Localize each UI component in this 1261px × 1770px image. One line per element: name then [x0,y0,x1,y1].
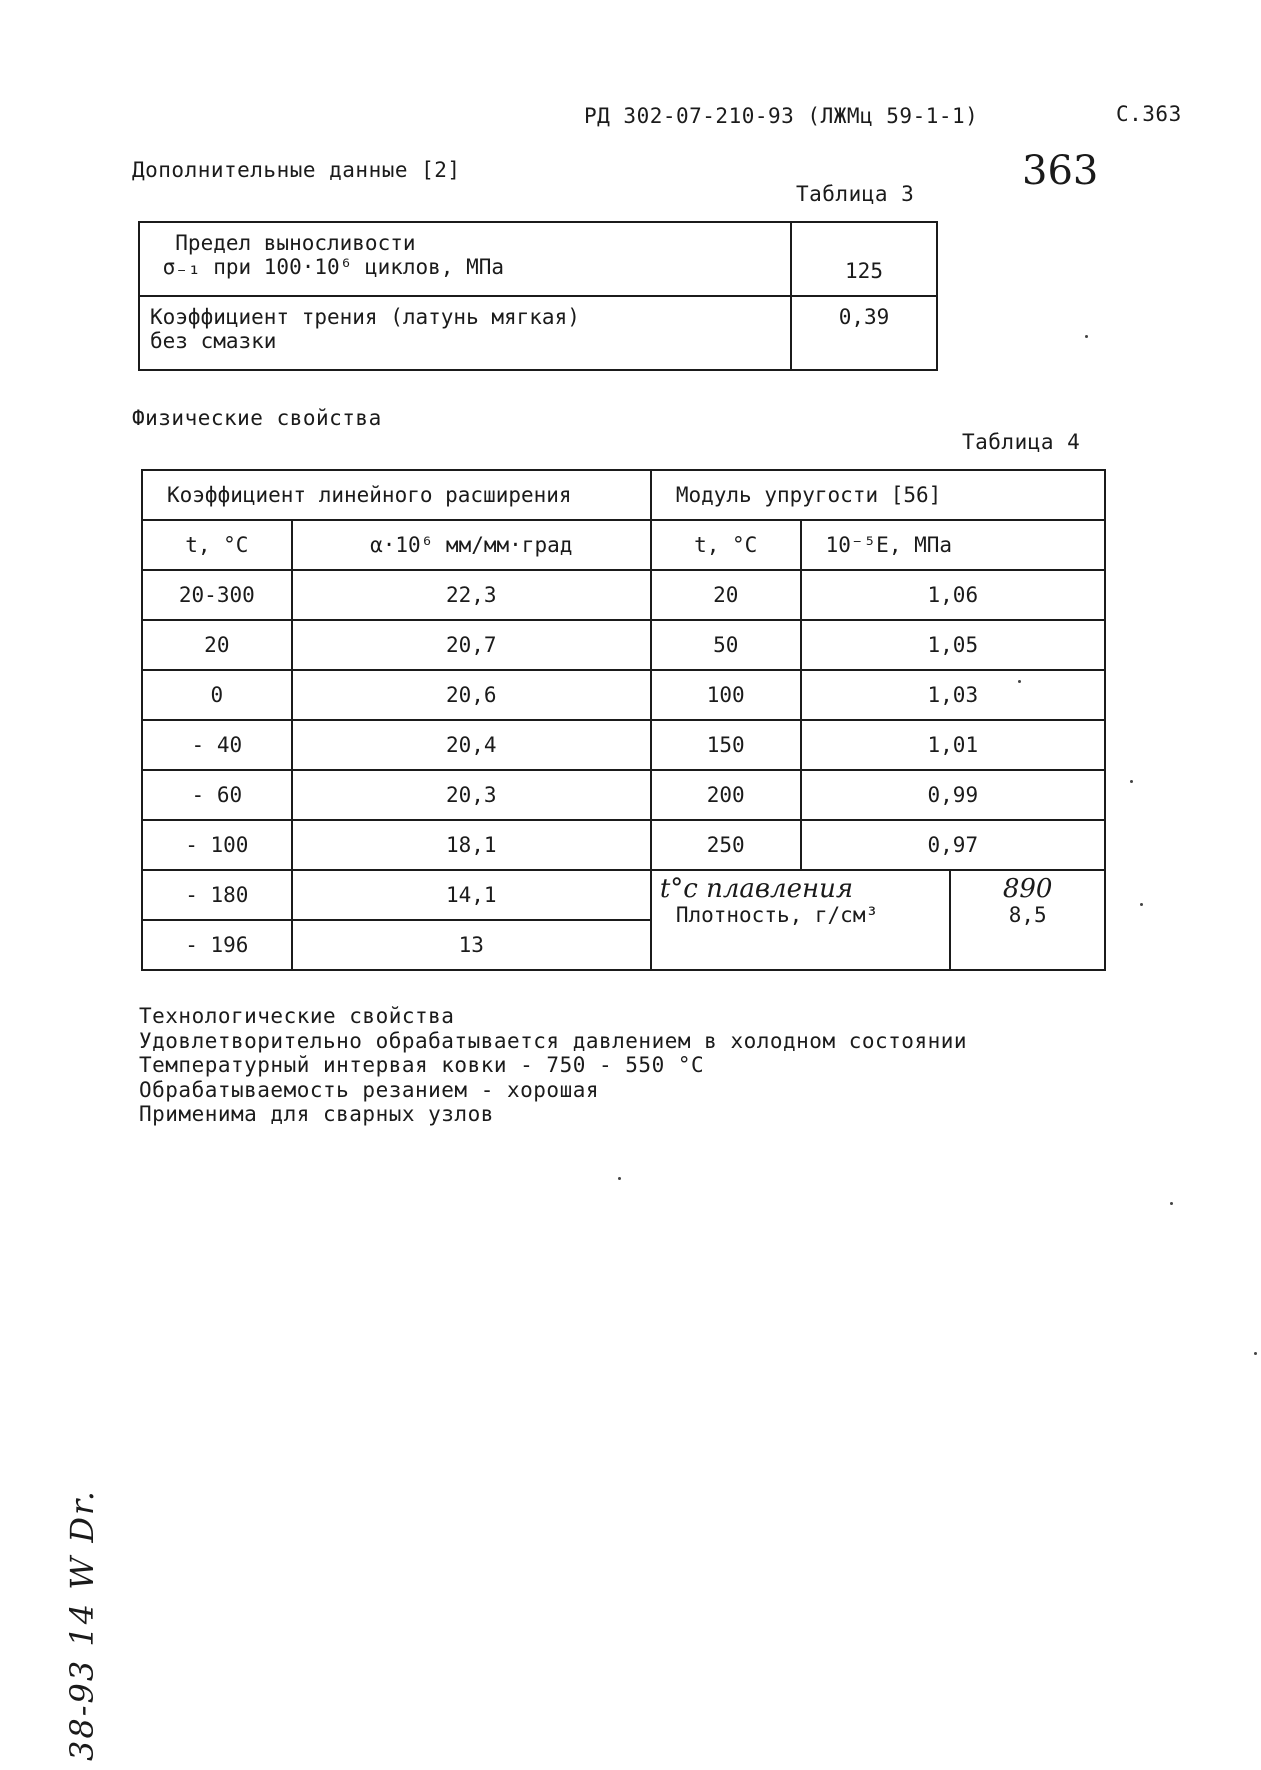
scan-speck [1140,903,1143,906]
tech-line: Температурный интервая ковки - 750 - 550 °С [139,1053,705,1077]
cell-alpha: 20,3 [292,770,651,820]
tech-title: Технологические свойства [139,1004,455,1028]
table-cell-label [139,296,791,370]
melting-point-value: 890 [1002,874,1053,904]
friction-coefficient-value: 0,39 [838,305,890,329]
scan-speck [1170,1202,1173,1205]
table-row [142,820,1105,870]
table-cell-label [139,222,791,296]
endurance-limit-line2: σ₋₁ при 100·10⁶ циклов, МПа [150,255,505,279]
tech-properties-block [139,1004,967,1127]
density-value: 8,5 [1008,903,1047,927]
scan-speck [1085,335,1088,338]
section-additional-title: Дополнительные данные [2] [132,158,461,182]
column-header-temperature: t, °С [142,520,292,570]
cell-t: 150 [651,720,801,770]
column-header-temperature: t, °С [651,520,801,570]
scan-speck [1018,680,1021,683]
density-label: Плотность, г/см³ [675,903,879,927]
table-header-row [142,470,1105,520]
scan-speck [618,1177,621,1180]
cell-alpha: 14,1 [292,870,651,920]
table-row [139,222,937,296]
tech-line: Обрабатываемость резанием - хорошая [139,1077,600,1102]
table4-label: Таблица 4 [962,430,1081,454]
cell-t: - 40 [142,720,292,770]
density-value-cell [950,870,1105,970]
endurance-limit-value: 125 [845,259,883,283]
margin-handwritten-note: 38-93 14 W Dr. [63,1489,101,1761]
melting-point-label: t°c плавления [659,874,854,904]
cell-t: - 60 [142,770,292,820]
cell-t: 200 [651,770,801,820]
cell-modulus: 1,06 [801,570,1105,620]
cell-t: 20-300 [142,570,292,620]
friction-coefficient-line1: Коэффициент трения (латунь мягкая) [150,305,580,329]
cell-modulus: 1,01 [801,720,1105,770]
column-header-alpha: α·10⁶ мм/мм·град [292,520,651,570]
table-row [142,720,1105,770]
column-header-modulus: 10⁻⁵E, МПа [801,520,1105,570]
tech-line: Применима для сварных узлов [139,1102,494,1126]
tech-line: Удовлетворительно обрабатывается давлением в холодном состоянии [139,1028,968,1053]
table-row [142,570,1105,620]
elastic-modulus-header: Модуль упругости [56] [651,470,1105,520]
cell-modulus: 0,97 [801,820,1105,870]
page-number: С.363 [1116,102,1182,126]
cell-t: 20 [142,620,292,670]
scan-speck [1254,1352,1257,1355]
cell-t: 250 [651,820,801,870]
table-row [142,870,1105,920]
cell-t: 0 [142,670,292,720]
table-row [142,620,1105,670]
cell-modulus: 0,99 [801,770,1105,820]
friction-coefficient-line2: без смазки [150,329,277,353]
cell-t: 20 [651,570,801,620]
table-row [142,770,1105,820]
table-4 [141,469,1106,971]
handwritten-page-number: 363 [1022,148,1099,194]
cell-t: 100 [651,670,801,720]
table-subheader-row [142,520,1105,570]
scan-speck [1130,780,1133,783]
document-code: РД 302-07-210-93 (ЛЖМц 59-1-1) [584,104,979,128]
table-row [142,670,1105,720]
cell-alpha: 13 [292,920,651,970]
cell-alpha: 20,4 [292,720,651,770]
table-cell-value [791,296,937,370]
table-row [139,296,937,370]
cell-t: - 100 [142,820,292,870]
table-3 [138,221,938,371]
thermal-expansion-header: Коэффициент линейного расширения [142,470,651,520]
endurance-limit-line1: Предел выносливости [150,231,416,255]
cell-alpha: 22,3 [292,570,651,620]
cell-t: - 196 [142,920,292,970]
cell-alpha: 18,1 [292,820,651,870]
density-label-cell [651,870,951,970]
section-physical-title: Физические свойства [132,406,382,430]
cell-t: - 180 [142,870,292,920]
cell-t: 50 [651,620,801,670]
table3-label: Таблица 3 [796,182,915,206]
cell-modulus: 1,03 [801,670,1105,720]
cell-modulus: 1,05 [801,620,1105,670]
table-cell-value [791,222,937,296]
cell-alpha: 20,7 [292,620,651,670]
cell-alpha: 20,6 [292,670,651,720]
